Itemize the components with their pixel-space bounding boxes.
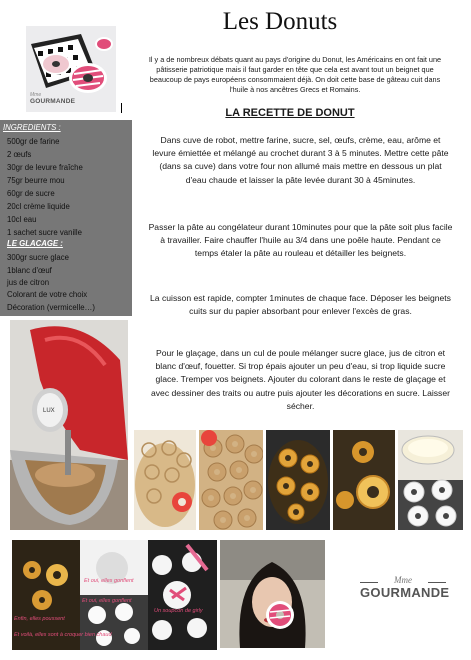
frying-pan-photo [266, 430, 330, 530]
collage-caption: Et oui, elles gonflent [84, 578, 134, 584]
ingredient-item: 10cl eau [7, 215, 37, 224]
glaze-item: 300gr sucre glace [7, 253, 69, 262]
ingredient-item: 500gr de farine [7, 137, 60, 146]
ingredient-item: 75gr beurre mou [7, 176, 65, 185]
step-paragraph: Pour le glaçage, dans un cul de poule mélanger sucre glace, jus de citron et blanc d'œuf, fouetter. Si trop épais ajouter un peu d'eau, si trop liquide sucre glace. Tremper vos beignets. Ajouter du colorant dans le reste de glaçage et avec dessiner des traits ou autre puis ajouter les décorations en sucre. Laisser sécher. [150, 348, 451, 411]
collage-caption: Enfin, elles poussent [14, 616, 65, 622]
ingredient-item: 1 sachet sucre vanille [7, 228, 82, 237]
ingredient-item: 2 œufs [7, 150, 32, 159]
portrait-photo [220, 540, 325, 648]
glazed-donuts-photo [398, 430, 463, 530]
ingredients-heading: INGREDIENTS : [3, 123, 61, 132]
glaze-item: Décoration (vermicelle…) [7, 303, 95, 312]
dough-rings-photo [199, 430, 263, 530]
ingredients-box [0, 120, 132, 316]
brand-logo-line2: GOURMANDE [360, 585, 450, 600]
collage-caption: Et voilà, elles sont à croquer bien chaud [14, 632, 112, 638]
step-paragraph: La cuisson est rapide, compter 1minutes de chaque face. Déposer les beignets cuits sur du papier absorbant pour enlever l'excès de gras. [150, 293, 451, 317]
glaze-item: jus de citron [7, 278, 50, 287]
svg-text:LUX: LUX [43, 408, 55, 414]
brand-logo-rule [360, 582, 378, 583]
recipe-title: LA RECETTE DE DONUT [225, 107, 355, 119]
collage-caption: Un soupcon de girly [154, 608, 203, 614]
step-paragraph: Passer la pâte au congélateur durant 10minutes pour que la pâte soit plus facile à travailler. Faire chauffer l'huile au 3/4 dans une poêle haute. Pendant ce temps étaler la pâte au rouleau et détailler les beignets. [148, 222, 453, 259]
brand-logo [360, 575, 450, 600]
page-title: Les Donuts [222, 8, 338, 35]
glaze-item: 1blanc d'œuf [7, 266, 52, 275]
brand-logo-rule [428, 582, 446, 583]
brand-logo-line1: Mme [394, 575, 412, 585]
collage-caption: Et oui, elles gonflent [82, 598, 132, 604]
mixer-photo [10, 320, 128, 530]
frying-closeup-photo [333, 430, 395, 530]
glaze-item: Colorant de votre choix [7, 290, 88, 299]
intro-text: Il y a de nombreux débats quant au pays d'origine du Donut, les Américains en ont fait une pâtisserie patriotique mais il faut garder en tête que cela est avant tout un beignet que beaucoup de pays européens consommaient déjà. On doit cette base de gâteau cuit dans l'huile à nos ancêtres Grecs et Romains. [148, 55, 442, 94]
text-cursor [121, 103, 122, 113]
glaze-heading: LE GLACAGE : [7, 239, 63, 248]
small-logo: Mme GOURMANDE [30, 92, 76, 105]
collage-photo [12, 540, 217, 650]
step-paragraph: Dans cuve de robot, mettre farine, sucre, sel, œufs, crème, eau, arôme et levure émiettée et mélangé au crochet durant 3 à 5 minutes. Mettre cette pâte (dans sa cuve) dans votre four non allumé mais mettre en dessous un plat d'eau chaude et laisser la pâte levée durant 30 à 45minutes. [152, 135, 449, 185]
ingredient-item: 30gr de levure fraîche [7, 163, 83, 172]
donut-box-photo [26, 26, 116, 112]
ingredient-item: 60gr de sucre [7, 189, 55, 198]
dough-cutting-photo [134, 430, 196, 530]
ingredient-item: 20cl crème liquide [7, 202, 70, 211]
